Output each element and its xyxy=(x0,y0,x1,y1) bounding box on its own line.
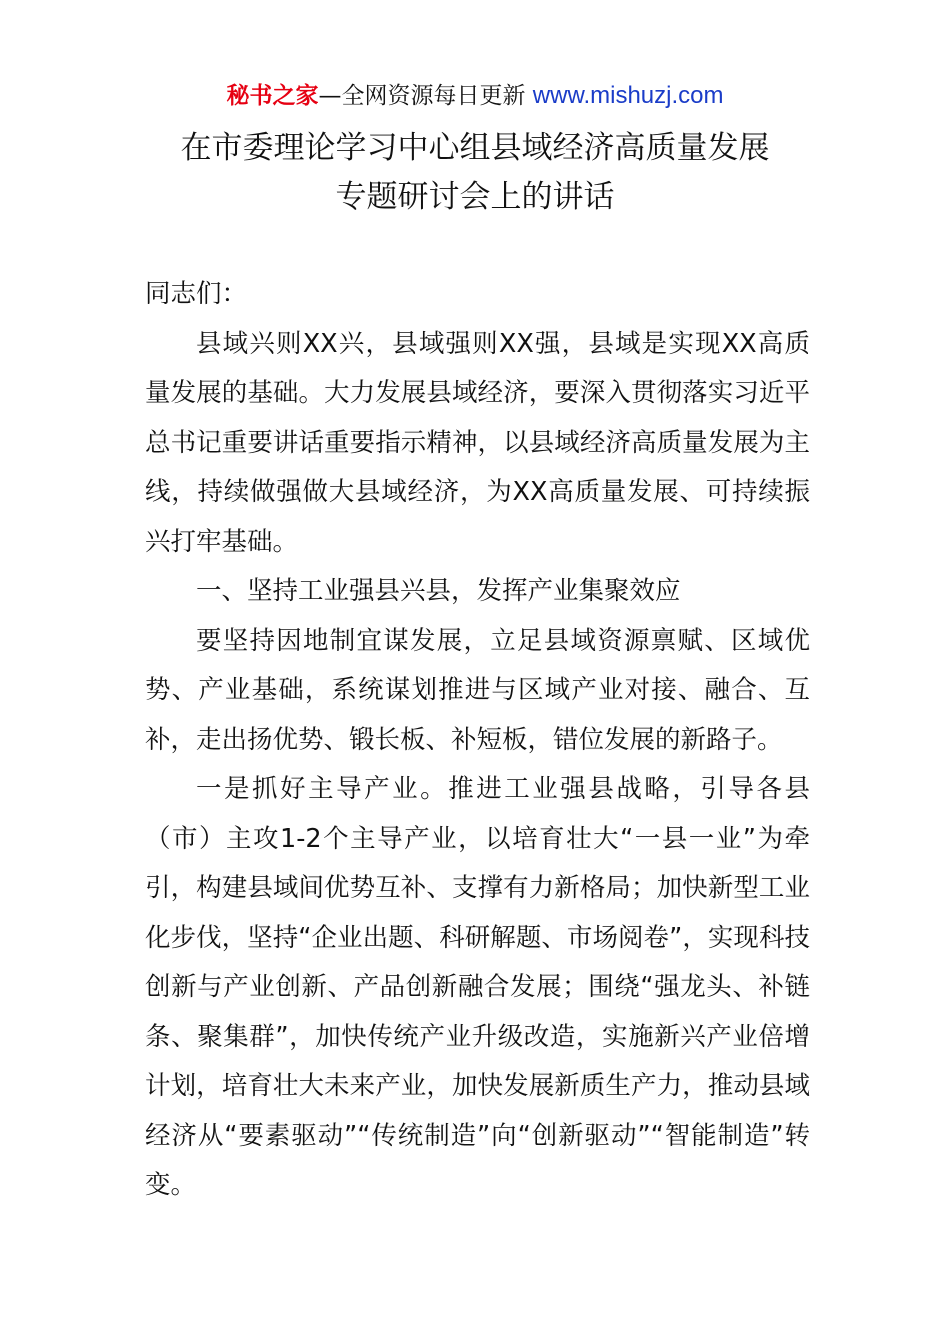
brand-name: 秘书之家 xyxy=(226,83,319,109)
document-title-line-1: 在市委理论学习中心组县域经济高质量发展 xyxy=(180,130,770,166)
salutation: 同志们： xyxy=(145,279,248,309)
paragraph-intro: 县域兴则XX兴，县域强则XX强，县域是实现XX高质量发展的基础。大力发展县域经济，要深入贯彻落实习近平总书记重要讲话重要指示精神，以县域经济高质量发展为主线，持续做强做大县域经济，为XX高质量发展、可持续振兴打牢基础。 xyxy=(145,328,810,557)
paragraph-point-1: 一是抓好主导产业。推进工业强县战略，引导各县（市）主攻1-2个主导产业，以培育壮大“一县一业”为牵引，构建县域间优势互补、支撑有力新格局；加快新型工业化步伐，坚持“企业出题、科研解题、市场阅卷”，实现科技创新与产业创新、产品创新融合发展；围绕“强龙头、补链条、聚集群”，加快传统产业升级改造，实施新兴产业倍增计划，培育壮大未来产业，加快发展新质生产力，推动县域经济从“要素驱动”“传统制造”向“创新驱动”“智能制造”转变。 xyxy=(145,774,810,1200)
document-body xyxy=(145,270,810,1211)
document-title-line-2: 专题研讨会上的讲话 xyxy=(335,179,615,215)
section-heading-1: 一、坚持工业强县兴县，发挥产业集聚效应 xyxy=(196,576,681,606)
header-banner xyxy=(0,80,950,112)
site-link[interactable]: www.mishuzj.com xyxy=(532,82,724,109)
paragraph-section-1-intro: 要坚持因地制宜谋发展，立足县域资源禀赋、区域优势、产业基础，系统谋划推进与区域产业对接、融合、互补，走出扬优势、锻长板、补短板，错位发展的新路子。 xyxy=(145,625,810,755)
banner-tagline: —全网资源每日更新 xyxy=(318,83,533,109)
